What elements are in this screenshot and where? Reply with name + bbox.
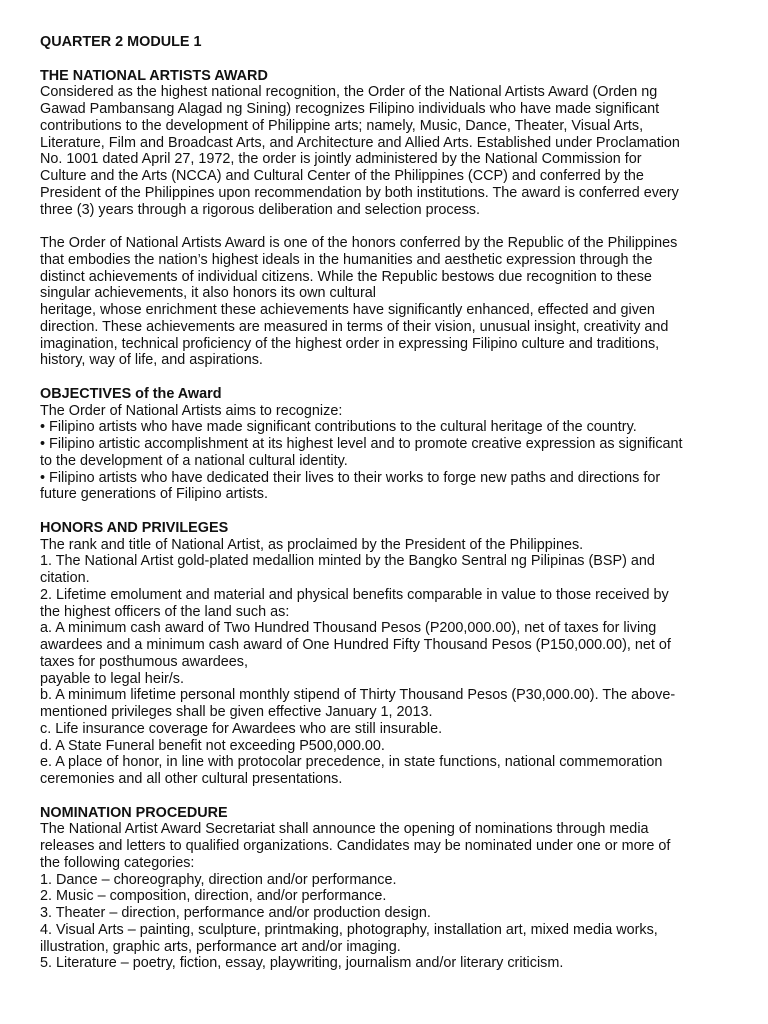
section-heading: NOMINATION PROCEDURE (40, 804, 228, 821)
text-line: citation. (40, 570, 90, 586)
text-line: ceremonies and all other cultural presentations. (40, 771, 343, 787)
section-heading: OBJECTIVES of the Award (40, 385, 222, 402)
text-line: imagination, technical proficiency of the highest order in expressing Filipino culture and traditions, (40, 335, 660, 352)
spacer (40, 369, 740, 386)
text-line: No. 1001 dated April 27, 1972, the order is jointly administered by the National Commission for (40, 151, 642, 168)
section-heading: THE NATIONAL ARTISTS AWARD (40, 67, 268, 84)
spacer (40, 503, 740, 520)
text-line: singular achievements, it also honors its own cultural (40, 285, 376, 302)
text-line: Culture and the Arts (NCCA) and Cultural Center of the Philippines (CCP) and conferred by the (40, 168, 644, 184)
list-item: d. A State Funeral benefit not exceeding P500,000.00. (40, 737, 385, 754)
list-item: 5. Literature – poetry, fiction, essay, playwriting, journalism and/or literary criticism. (40, 955, 564, 972)
text-line: awardees and a minimum cash award of One Hundred Fifty Thousand Pesos (P150,000.00), net of (40, 637, 671, 653)
text-line: The National Artist Award Secretariat shall announce the opening of nominations through media (40, 821, 649, 838)
document-page (40, 34, 740, 972)
text-line: payable to legal heir/s. (40, 670, 184, 687)
list-item: 2. Music – composition, direction, and/or performance. (40, 888, 387, 905)
section-body (40, 403, 740, 504)
paragraph (40, 84, 740, 218)
bullet-line: • Filipino artists who have made significant contributions to the cultural heritage of the country. (40, 419, 637, 436)
list-item: 1. Dance – choreography, direction and/or performance. (40, 871, 397, 888)
list-item: a. A minimum cash award of Two Hundred Thousand Pesos (P200,000.00), net of taxes for living (40, 620, 657, 637)
list-item: b. A minimum lifetime personal monthly stipend of Thirty Thousand Pesos (P30,000.00). The above- (40, 687, 676, 704)
spacer (40, 788, 740, 805)
text-line: illustration, graphic arts, performance art and/or imaging. (40, 938, 401, 955)
text-line: The rank and title of National Artist, as proclaimed by the President of the Philippines. (40, 536, 584, 553)
text-line: three (3) years through a rigorous deliberation and selection process. (40, 201, 480, 218)
list-item: 1. The National Artist gold-plated medallion minted by the Bangko Sentral ng Pilipinas (BSP) and (40, 553, 655, 570)
text-line: the highest officers of the land such as: (40, 603, 290, 620)
text-line: Literature, Film and Broadcast Arts, and Architecture and Allied Arts. Established under Proclamation (40, 134, 680, 151)
text-line: the following categories: (40, 854, 195, 871)
bullet-line: • Filipino artistic accomplishment at its highest level and to promote creative expression as significant (40, 436, 683, 452)
bullet-line: • Filipino artists who have dedicated their lives to their works to forge new paths and directions for (40, 469, 661, 486)
section-body (40, 821, 740, 972)
text-line: history, way of life, and aspirations. (40, 352, 263, 369)
spacer (40, 218, 740, 235)
list-item: c. Life insurance coverage for Awardees who are still insurable. (40, 720, 443, 737)
text-line: future generations of Filipino artists. (40, 486, 268, 503)
text-line: taxes for posthumous awardees, (40, 653, 248, 670)
list-item: 3. Theater – direction, performance and/or production design. (40, 905, 431, 921)
section-body (40, 537, 740, 788)
text-line: President of the Philippines upon recommendation by both institutions. The award is conferred every (40, 184, 679, 201)
document-title: QUARTER 2 MODULE 1 (40, 34, 202, 50)
text-line: distinct achievements of individual citizens. While the Republic bestows due recognition to these (40, 268, 652, 285)
text-line: contributions to the development of Philippine arts; namely, Music, Dance, Theater, Visual Arts, (40, 117, 644, 134)
section-heading: HONORS AND PRIVILEGES (40, 519, 229, 536)
text-line: The Order of National Artists aims to recognize: (40, 402, 343, 419)
text-line: that embodies the nation’s highest ideals in the humanities and aesthetic expression through the (40, 251, 653, 268)
list-item: 4. Visual Arts – painting, sculpture, printmaking, photography, installation art, mixed media works, (40, 921, 658, 938)
paragraph (40, 235, 740, 369)
spacer (40, 51, 740, 68)
text-line: mentioned privileges shall be given effective January 1, 2013. (40, 704, 433, 720)
text-line: Considered as the highest national recognition, the Order of the National Artists Award (Orden ng (40, 84, 658, 101)
text-line: to the development of a national cultural identity. (40, 452, 348, 469)
text-line: direction. These achievements are measured in terms of their vision, unusual insight, creativity and (40, 318, 669, 335)
text-line: heritage, whose enrichment these achievements have significantly enhanced, effected and given (40, 302, 655, 318)
text-line: Gawad Pambansang Alagad ng Sining) recognizes Filipino individuals who have made significant (40, 101, 660, 117)
list-item: e. A place of honor, in line with protocolar precedence, in state functions, national commemoration (40, 754, 663, 771)
text-line: releases and letters to qualified organizations. Candidates may be nominated under one or more of (40, 838, 671, 854)
text-line: The Order of National Artists Award is one of the honors conferred by the Republic of the Philippines (40, 235, 678, 251)
list-item: 2. Lifetime emolument and material and physical benefits comparable in value to those received by (40, 586, 669, 603)
